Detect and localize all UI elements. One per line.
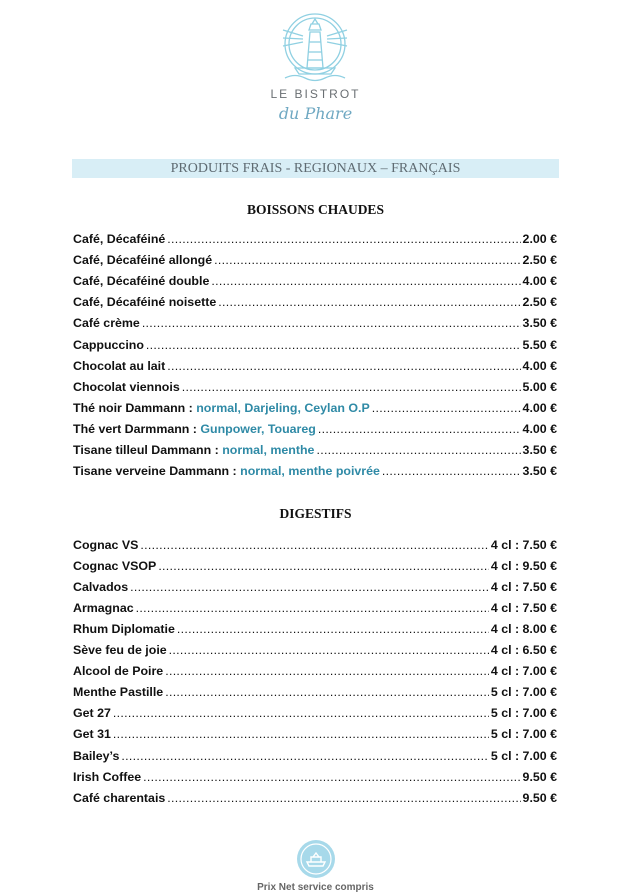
menu-item: [73, 768, 557, 786]
item-label: Tisane tilleul Dammann :: [73, 443, 223, 457]
menu-item-name: [73, 336, 144, 354]
menu-item: [73, 662, 557, 680]
item-variants: Gunpower, Touareg: [200, 421, 316, 436]
item-label: Thé vert Darmmann :: [73, 421, 201, 436]
menu-item-name: [73, 314, 140, 332]
menu-item: [73, 620, 557, 638]
menu-item: [73, 293, 557, 311]
item-label: Café, Décaféiné allongé: [73, 253, 213, 268]
menu-item-price: 4.00 €: [522, 358, 557, 373]
menu-item: [73, 378, 557, 396]
menu-item-name: [73, 293, 216, 311]
dot-leader: [130, 578, 489, 596]
item-label: Irish Coffee: [73, 769, 142, 784]
menu-item-price: 9.50 €: [522, 790, 557, 805]
menu-item: [73, 683, 557, 701]
menu-item-price: 2.50 €: [522, 295, 557, 310]
dot-leader: [177, 620, 489, 638]
item-label: Chocolat viennois: [73, 379, 180, 394]
menu-item-price: 5 cl : 7.00 €: [490, 748, 557, 763]
item-label: Cappuccino: [73, 337, 144, 352]
dot-leader: [113, 704, 489, 722]
menu-item: [73, 314, 557, 332]
menu-item: [73, 536, 557, 554]
produce-banner: PRODUITS FRAIS - REGIONAUX – FRANÇAIS: [72, 159, 559, 178]
menu-item: [73, 230, 557, 248]
dot-leader: [158, 557, 489, 575]
menu-item-price: 5 cl : 7.00 €: [490, 706, 557, 721]
menu-item-name: [73, 620, 175, 638]
dot-leader: [136, 599, 489, 617]
menu-item: [73, 441, 557, 459]
menu-item: [73, 399, 557, 417]
footer-note: Prix Net service compris: [257, 882, 374, 893]
menu-item-price: 3.50 €: [522, 316, 557, 331]
item-label: Get 27: [73, 706, 111, 721]
menu-item-name: [73, 557, 156, 575]
menu-item: [73, 641, 557, 659]
dot-leader: [316, 441, 520, 459]
menu-item-price: 4.00 €: [522, 274, 557, 289]
menu-item: [73, 747, 557, 765]
menu-item-name: [73, 662, 163, 680]
menu-item: [73, 272, 557, 290]
menu-item-name: [73, 641, 167, 659]
item-label: Café, Décaféiné noisette: [73, 295, 217, 310]
menu-item-price: 4 cl : 8.00 €: [490, 622, 557, 637]
menu-item: [73, 599, 557, 617]
menu-item-price: 2.50 €: [522, 253, 557, 268]
dot-leader: [167, 230, 520, 248]
section-title-hot-drinks: BOISSONS CHAUDES: [247, 202, 384, 217]
menu-item-name: [73, 725, 111, 743]
dot-leader: [167, 789, 520, 807]
menu-item-price: 3.50 €: [522, 464, 557, 479]
item-label: Cognac VS: [73, 538, 139, 552]
menu-item-name: [73, 683, 163, 701]
menu-item-price: 4 cl : 7.50 €: [490, 580, 557, 595]
dot-leader: [142, 314, 521, 332]
dot-leader: [140, 536, 488, 554]
dot-leader: [165, 683, 489, 701]
dot-leader: [218, 293, 520, 311]
item-variants: normal, menthe poivrée: [240, 464, 380, 479]
brand-name: LE BISTROT: [270, 87, 361, 101]
lighthouse-icon: [259, 10, 371, 88]
dot-leader: [318, 420, 521, 438]
item-label: Thé noir Dammann :: [73, 400, 197, 415]
section-title-digestifs: DIGESTIFS: [279, 506, 352, 521]
item-label: Alcool de Poire: [73, 664, 164, 679]
menu-item-price: 4 cl : 7.00 €: [490, 664, 557, 679]
menu-item-price: 5 cl : 7.00 €: [490, 685, 557, 700]
dot-leader: [165, 662, 489, 680]
menu-item-price: 2.00 €: [522, 232, 557, 246]
menu-item: [73, 578, 557, 596]
item-label: Menthe Pastille: [73, 685, 164, 700]
item-label: Sève feu de joie: [73, 643, 167, 658]
dot-leader: [214, 251, 520, 269]
menu-item-price: 3.50 €: [522, 443, 557, 457]
item-label: Café, Décaféiné double: [73, 274, 210, 289]
dot-leader: [372, 399, 521, 417]
menu-item-name: [73, 536, 138, 554]
brand-subtitle: du Phare: [278, 104, 353, 123]
menu-item-name: [73, 747, 119, 765]
dot-leader: [211, 272, 520, 290]
menu-item-price: 4 cl : 7.50 €: [490, 538, 557, 552]
item-variants: normal, Darjeling, Ceylan O.P: [196, 400, 370, 415]
menu-item-name: [73, 441, 314, 459]
menu-item-name: [73, 768, 141, 786]
menu-item-name: [73, 378, 180, 396]
menu-item: [73, 557, 557, 575]
item-label: Get 31: [73, 727, 111, 742]
menu-item-price: 4.00 €: [522, 421, 557, 436]
item-label: Armagnac: [73, 601, 134, 616]
menu-item-name: [73, 578, 128, 596]
menu-item-name: [73, 789, 165, 807]
menu-item-price: 5 cl : 7.00 €: [490, 727, 557, 742]
menu-item-name: [73, 272, 209, 290]
menu-item: [73, 725, 557, 743]
menu-item-name: [73, 599, 134, 617]
menu-item: [73, 251, 557, 269]
dot-leader: [182, 378, 521, 396]
item-label: Café crème: [73, 316, 140, 331]
menu-item-name: [73, 230, 165, 248]
menu-item-price: 4 cl : 7.50 €: [490, 601, 557, 616]
dot-leader: [113, 725, 489, 743]
dot-leader: [382, 462, 521, 480]
item-label: Tisane verveine Dammann :: [73, 464, 241, 479]
item-label: Café, Décaféiné: [73, 232, 166, 246]
menu-item-name: [73, 357, 165, 375]
menu-item: [73, 420, 557, 438]
menu-item-name: [73, 399, 370, 417]
menu-item: [73, 462, 557, 480]
menu-item: [73, 357, 557, 375]
menu-item-price: 4.00 €: [522, 400, 557, 415]
menu-item-price: 5.50 €: [522, 337, 557, 352]
dot-leader: [169, 641, 489, 659]
item-label: Bailey’s: [73, 748, 120, 763]
dot-leader: [167, 357, 520, 375]
menu-item: [73, 704, 557, 722]
dot-leader: [121, 747, 488, 765]
item-label: Rhum Diplomatie: [73, 622, 175, 637]
menu-item-price: 5.00 €: [522, 379, 557, 394]
menu-item-price: 9.50 €: [522, 769, 557, 784]
menu-item-name: [73, 704, 111, 722]
item-label: Cognac VSOP: [73, 559, 157, 574]
dot-leader: [143, 768, 520, 786]
dot-leader: [146, 336, 521, 354]
menu-item-name: [73, 251, 212, 269]
item-label: Café charentais: [73, 790, 166, 805]
menu-item-price: 4 cl : 6.50 €: [490, 643, 557, 658]
menu-item-name: [73, 462, 380, 480]
seal-icon: [290, 838, 342, 882]
item-label: Calvados: [73, 580, 129, 595]
menu-item: [73, 789, 557, 807]
menu-item-name: [73, 420, 316, 438]
item-variants: normal, menthe: [222, 443, 315, 457]
menu-item: [73, 336, 557, 354]
menu-item-price: 4 cl : 9.50 €: [490, 559, 557, 574]
item-label: Chocolat au lait: [73, 358, 166, 373]
